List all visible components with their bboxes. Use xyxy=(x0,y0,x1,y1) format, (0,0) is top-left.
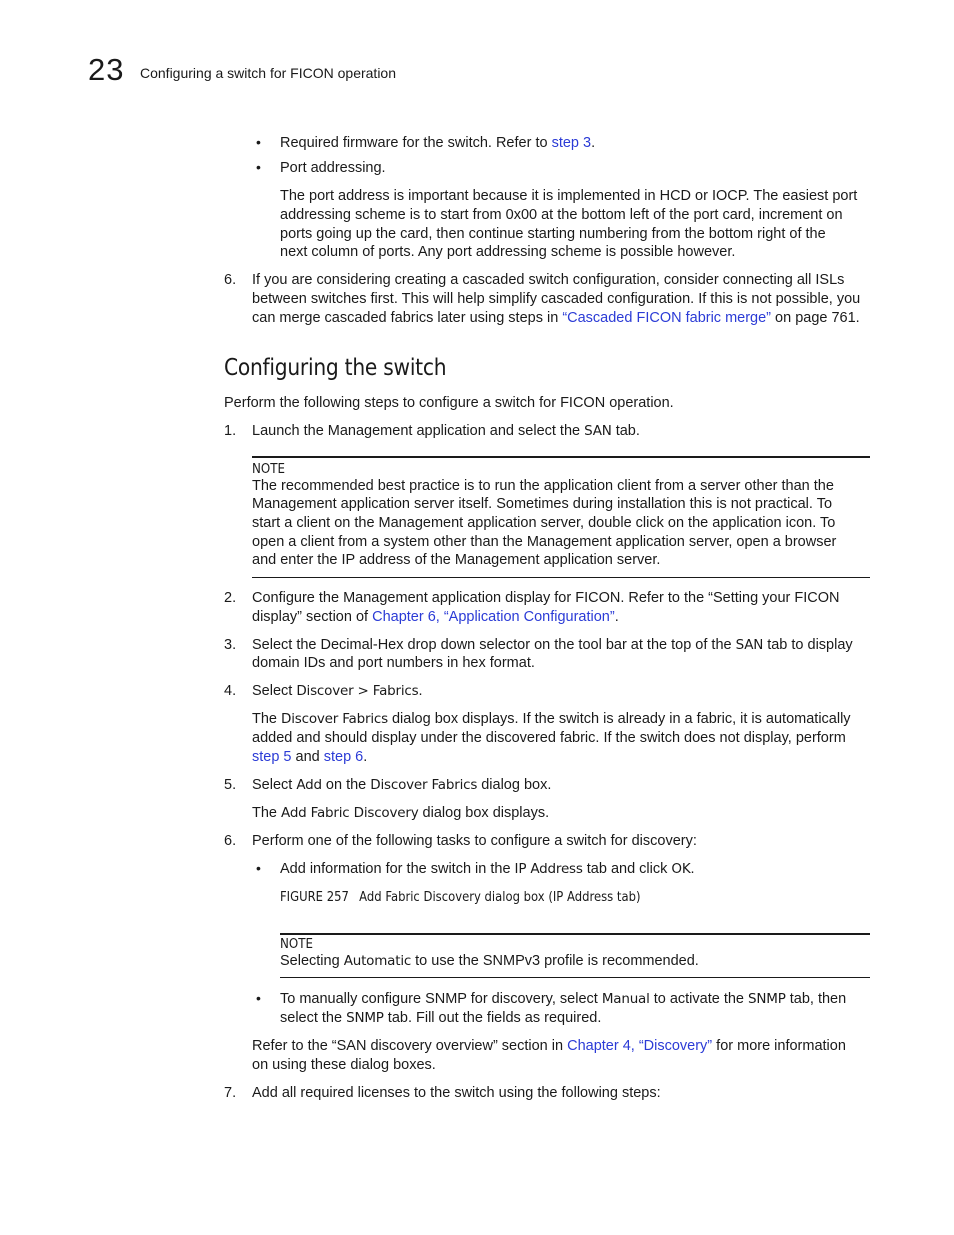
note-line: and enter the IP address of the Management application server. xyxy=(252,552,661,568)
bullet-dot: • xyxy=(256,134,261,150)
list-number: 2. xyxy=(224,590,237,606)
step3-line: domain IDs and port numbers in hex format. xyxy=(252,655,535,671)
bullet-dot: • xyxy=(256,159,261,175)
ui-san: SAN xyxy=(735,637,764,653)
ui-ok: OK xyxy=(671,861,691,877)
list-number: 7. xyxy=(224,1085,237,1101)
note-line: The recommended best practice is to run the application client from a server other than the xyxy=(252,478,834,494)
list-number: 6. xyxy=(224,272,237,288)
step4-para-line: added and should display under the discovered fabric. If the switch does not display, perform xyxy=(252,730,846,746)
note-line: Selecting Automatic to use the SNMPv3 profile is recommended. xyxy=(280,953,699,969)
list-number: 6. xyxy=(224,833,237,849)
port-paragraph-line: ports going up the card, then continue starting numbering from the bottom right of the xyxy=(280,226,826,242)
figure-title: Add Fabric Discovery dialog box (IP Address tab) xyxy=(359,889,641,905)
cascaded-merge-link[interactable]: “Cascaded FICON fabric merge” xyxy=(562,310,772,326)
section-intro: Perform the following steps to configure a switch for FICON operation. xyxy=(224,395,674,411)
list-number: 1. xyxy=(224,423,237,439)
bullet-port-addressing: Port addressing. xyxy=(280,160,386,176)
ui-snmp: SNMP xyxy=(346,1010,384,1026)
step5-link[interactable]: step 5 xyxy=(252,749,292,765)
item6-line: can merge cascaded fabrics later using steps in “Cascaded FICON fabric merge” on page 761. xyxy=(252,310,860,326)
step5-text: Select Add on the Discover Fabrics dialog box. xyxy=(252,777,552,793)
ui-add-fabric-discovery: Add Fabric Discovery xyxy=(281,805,419,821)
figure-caption xyxy=(280,889,640,905)
list-number: 5. xyxy=(224,777,237,793)
step6-ref-line: Refer to the “SAN discovery overview” section in Chapter 4, “Discovery” for more information xyxy=(252,1038,846,1054)
ui-automatic: Automatic xyxy=(343,953,412,969)
step6-bullet-ip: Add information for the switch in the IP Address tab and click OK. xyxy=(280,861,695,877)
ui-discover-fabrics: Discover Fabrics xyxy=(281,711,388,727)
bullet-firmware: Required firmware for the switch. Refer to step 3. xyxy=(280,135,596,151)
step2-line: display” section of Chapter 6, “Application Configuration”. xyxy=(252,609,619,625)
note-line: start a client on the Management application server, double click on the application icon. To xyxy=(252,515,836,531)
step2-line: Configure the Management application display for FICON. Refer to the “Setting your FICON xyxy=(252,590,840,606)
ui-discover-fabrics: Discover Fabrics xyxy=(370,777,478,793)
step6-bullet-snmp-line: select the SNMP tab. Fill out the fields as required. xyxy=(280,1010,602,1026)
ui-manual: Manual xyxy=(601,991,650,1007)
figure-number: FIGURE 257 xyxy=(280,889,349,905)
note-top-rule xyxy=(280,933,870,935)
note-bottom-rule xyxy=(280,977,870,978)
chapter-title: Configuring a switch for FICON operation xyxy=(140,65,396,81)
step6-bullet-snmp-line: To manually configure SNMP for discovery, select Manual to activate the SNMP tab, then xyxy=(280,991,847,1007)
ui-snmp: SNMP xyxy=(748,991,786,1007)
step6-link[interactable]: step 6 xyxy=(323,749,364,765)
step4-para-line: The Discover Fabrics dialog box displays. If the switch is already in a fabric, it is automatically xyxy=(252,711,851,727)
chapter4-link[interactable]: Chapter 4, “Discovery” xyxy=(567,1038,713,1054)
step6-ref-line: on using these dialog boxes. xyxy=(252,1057,436,1073)
note-label: NOTE xyxy=(252,461,286,477)
port-paragraph-line: next column of ports. Any port addressing scheme is possible however. xyxy=(280,244,736,260)
list-number: 3. xyxy=(224,637,237,653)
ui-discover-fabrics: Discover > Fabrics xyxy=(296,683,419,699)
note-bottom-rule xyxy=(252,577,870,578)
item6-line: If you are considering creating a cascaded switch configuration, consider connecting all ISLs xyxy=(252,272,845,288)
step4-text: Select Discover > Fabrics. xyxy=(252,683,423,699)
list-number: 4. xyxy=(224,683,237,699)
step1-text: Launch the Management application and select the SAN tab. xyxy=(252,423,640,439)
port-paragraph-line: The port address is important because it is implemented in HCD or IOCP. The easiest port xyxy=(280,188,858,204)
ui-add: Add xyxy=(296,777,322,793)
step6-text: Perform one of the following tasks to configure a switch for discovery: xyxy=(252,833,697,849)
note-line: open a client from a system other than the Management application server, open a browser xyxy=(252,534,837,550)
item6-line: between switches first. This will help simplify cascaded configuration. If this is not possible, you xyxy=(252,291,861,307)
bullet-dot: • xyxy=(256,990,261,1006)
ui-ip-address: IP Address xyxy=(514,861,583,877)
section-heading: Configuring the switch xyxy=(224,355,447,381)
bullet-dot: • xyxy=(256,860,261,876)
step4-para-line: step 5 and step 6. xyxy=(252,749,368,765)
chapter6-link[interactable]: Chapter 6, “Application Configuration” xyxy=(372,609,615,625)
port-paragraph-line: addressing scheme is to start from 0x00 at the bottom left of the port card, increment on xyxy=(280,207,843,223)
note-line: Management application server itself. Sometimes during installation this is not practical. To xyxy=(252,496,833,512)
step5-para: The Add Fabric Discovery dialog box displays. xyxy=(252,805,550,821)
chapter-number: 23 xyxy=(88,52,125,87)
step3-line: Select the Decimal-Hex drop down selector on the tool bar at the top of the SAN tab to display xyxy=(252,637,853,653)
step7-text: Add all required licenses to the switch using the following steps: xyxy=(252,1085,661,1101)
note-label: NOTE xyxy=(280,936,314,952)
ui-san: SAN xyxy=(584,423,612,439)
note-top-rule xyxy=(252,456,870,458)
step3-link[interactable]: step 3 xyxy=(551,135,592,151)
